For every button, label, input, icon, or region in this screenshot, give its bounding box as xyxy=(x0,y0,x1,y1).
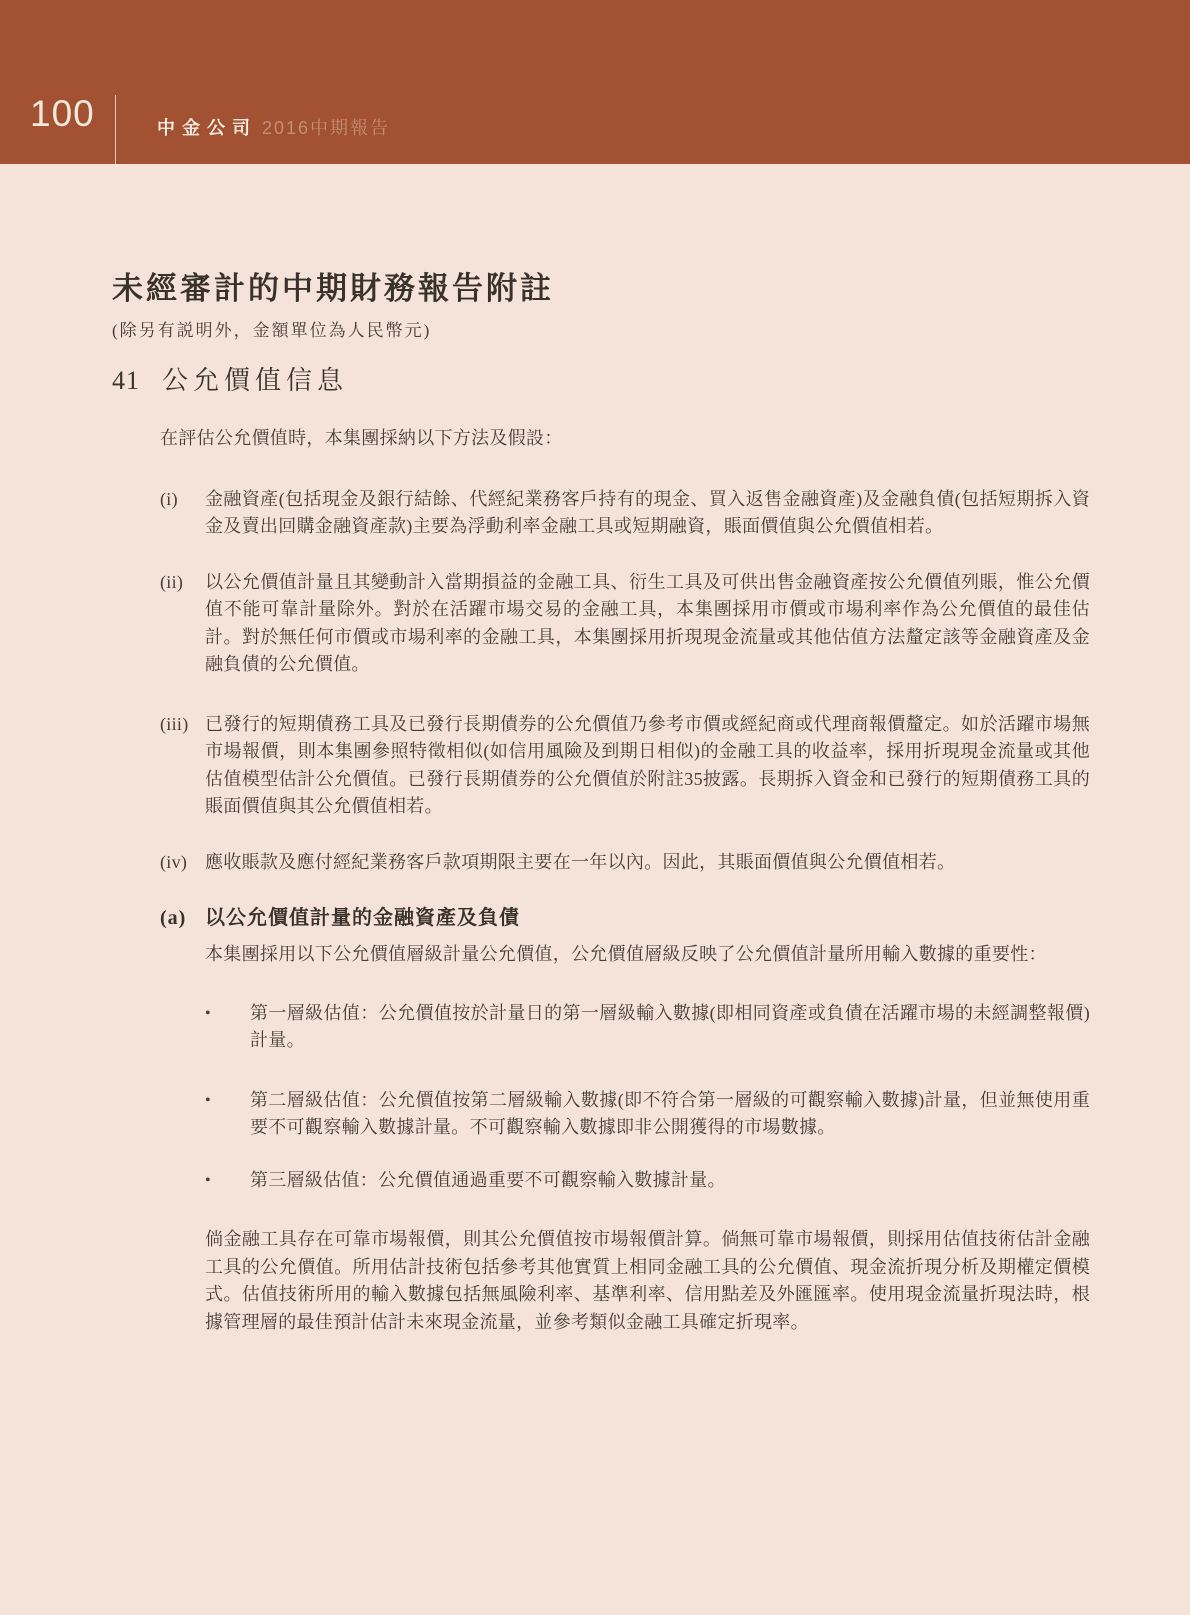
bullet-icon: • xyxy=(205,1171,211,1189)
section-intro: 在評估公允價值時，本集團採納以下方法及假設： xyxy=(160,428,563,448)
method-label: (ii) xyxy=(160,571,184,592)
header-divider xyxy=(115,95,116,164)
bullet-icon: • xyxy=(205,1004,211,1022)
method-text: 以公允價值計量且其變動計入當期損益的金融工具、衍生工具及可供出售金融資產按公允價值列賬，惟公允價值不能可靠計量除外。對於在活躍市場交易的金融工具，本集團採用市價或市場利率作為公允價值的最佳估計。對於無任何市價或市場利率的金融工具，本集團採用折現現金流量或其他估值方法釐定該等金融資產及金融負債的公允價值。 xyxy=(205,571,1090,674)
method-item-iv xyxy=(160,849,1090,877)
level-text: 第三層級估值：公允價值通過重要不可觀察輸入數據計量。 xyxy=(250,1169,726,1190)
section-heading xyxy=(112,363,1090,399)
page-content xyxy=(112,164,1090,1336)
level-3-bullet-item xyxy=(205,1167,1090,1195)
report-title: 2016中期報告 xyxy=(262,118,391,138)
subsection-heading xyxy=(160,903,1090,933)
subsection-closing-paragraph: 倘金融工具存在可靠市場報價，則其公允價值按市場報價計算。倘無可靠市場報價，則採用估值技術估計金融工具的公允價值。所用估計技術包括參考其他實質上相同金融工具的公允價值、現金流折現分析及期權定價模式。估值技術所用的輸入數據包括無風險利率、基準利率、信用點差及外匯匯率。使用現金流量折現法時，根據管理層的最佳預計估計未來現金流量，並參考類似金融工具確定折現率。 xyxy=(205,1229,1090,1332)
level-text: 第二層級估值：公允價值按第二層級輸入數據(即不符合第一層級的可觀察輸入數據)計量，但並無使用重要不可觀察輸入數據計量。不可觀察輸入數據即非公開獲得的市場數據。 xyxy=(250,1089,1090,1137)
document-subtitle: (除另有説明外，金額單位為人民幣元) xyxy=(112,321,432,340)
subsection-intro: 本集團採用以下公允價值層級計量公允價值，公允價值層級反映了公允價值計量所用輸入數據的重要性： xyxy=(205,944,1047,964)
method-item-iii xyxy=(160,711,1090,821)
method-text: 金融資產(包括現金及銀行結餘、代經紀業務客戶持有的現金、買入返售金融資產)及金融負債(包括短期拆入資金及賣出回購金融資產款)主要為浮動利率金融工具或短期融資，賬面價值與公允價值相若。 xyxy=(205,488,1090,536)
subsection-label: (a) xyxy=(160,907,187,929)
method-label: (i) xyxy=(160,488,178,509)
level-1-bullet-item xyxy=(205,1000,1090,1055)
method-item-i xyxy=(160,486,1090,541)
section-title: 公允價值信息 xyxy=(162,366,349,395)
subsection-title: 以公允價值計量的金融資產及負債 xyxy=(205,907,520,929)
method-text: 已發行的短期債務工具及已發行長期債券的公允價值乃參考市價或經紀商或代理商報價釐定。如於活躍市場無市場報價，則本集團參照特徵相似(如信用風險及到期日相似)的金融工具的收益率，採用折現現金流量或其他估值模型估計公允價值。已發行長期債券的公允價值於附註35披露。長期拆入資金和已發行的短期債務工具的賬面價值與其公允價值相若。 xyxy=(205,713,1090,816)
method-label: (iv) xyxy=(160,851,188,872)
level-2-bullet-item xyxy=(205,1087,1090,1142)
document-title: 未經審計的中期財務報告附註 xyxy=(112,271,554,306)
page-number: 100 xyxy=(30,93,95,134)
section-number: 41 xyxy=(112,366,140,395)
page-header-band xyxy=(0,0,1190,164)
level-text: 第一層級估值：公允價值按於計量日的第一層級輸入數據(即相同資產或負債在活躍市場的未經調整報價)計量。 xyxy=(250,1002,1090,1050)
company-name: 中金公司 xyxy=(157,118,257,138)
method-label: (iii) xyxy=(160,713,189,734)
method-item-ii xyxy=(160,569,1090,679)
bullet-icon: • xyxy=(205,1091,211,1109)
method-text: 應收賬款及應付經紀業務客戶款項期限主要在一年以內。因此，其賬面價值與公允價值相若。 xyxy=(205,851,956,872)
